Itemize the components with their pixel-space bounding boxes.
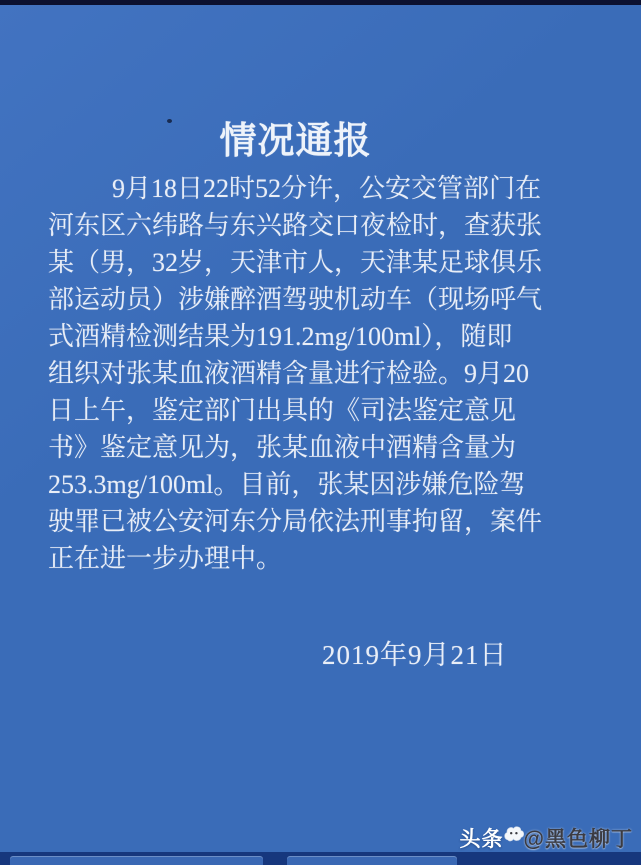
body-line: 驶罪已被公安河东分局依法刑事拘留，案件 (48, 507, 543, 536)
body-line: 某（男，32岁，天津市人，天津某足球俱乐 (48, 248, 543, 277)
body-line: 253.3mg/100ml。目前，张某因涉嫌危险驾 (48, 470, 526, 499)
body-line: 部运动员）涉嫌醉酒驾驶机动车（现场呼气 (48, 285, 543, 314)
bottom-chip (10, 856, 263, 865)
notice-title: 情况通报 (219, 121, 372, 162)
bottom-edge-strip (0, 852, 641, 865)
body-line: 正在进一步办理中。 (48, 544, 283, 573)
body-line: 组织对张某血液酒精含量进行检验。9月20 (48, 359, 530, 388)
notice-date: 2019年9月21日 (322, 640, 508, 670)
bottom-chip (287, 856, 457, 865)
body-line: 书》鉴定意见为，张某血液中酒精含量为 (48, 433, 517, 462)
top-edge-strip (0, 0, 641, 5)
watermark-handle-label: @黑色柳丁 (523, 828, 633, 851)
body-line: 9月18日22时52分许，公安交管部门在 (112, 174, 542, 203)
watermark (460, 825, 633, 851)
body-line: 河东区六纬路与东兴路交口夜检时，查获张 (48, 211, 543, 240)
watermark-brand-label: 头条 (459, 828, 504, 851)
toutiao-cloud-logo-icon (503, 824, 525, 844)
notice-body (48, 170, 593, 577)
body-line: 式酒精检测结果为191.2mg/100ml），随即 (48, 322, 513, 351)
body-line: 日上午，鉴定部门出具的《司法鉴定意见 (48, 396, 517, 425)
